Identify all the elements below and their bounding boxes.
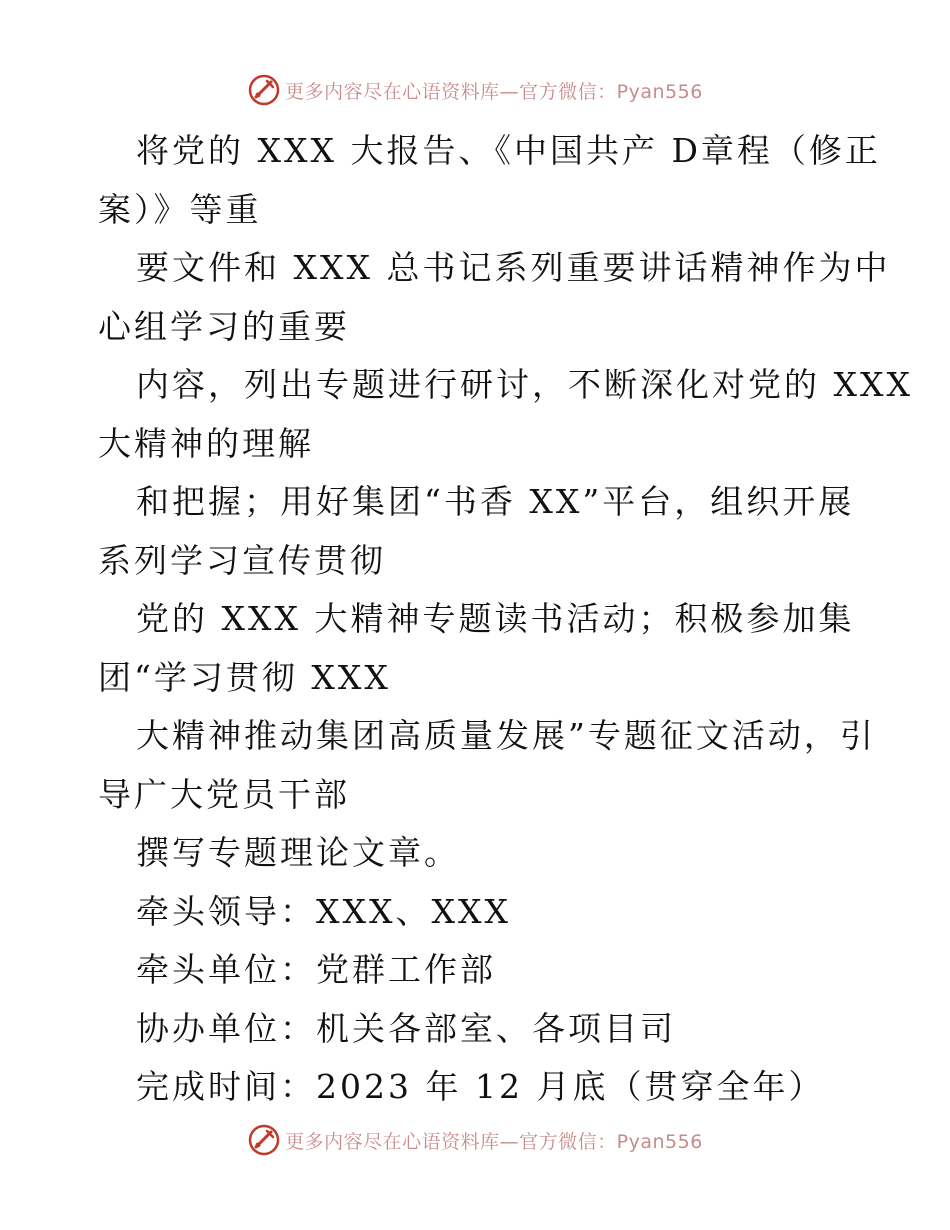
lead-leader-line: 牵头领导：XXX、XXX — [136, 891, 511, 931]
body-line: 心组学习的重要 — [98, 306, 350, 346]
body-line: 大精神推动集团高质量发展”专题征文活动，引 — [136, 716, 876, 755]
assist-unit-line: 协办单位：机关各部室、各项目司 — [136, 1008, 676, 1048]
body-line: 内容，列出专题进行研讨，不断深化对党的 XXX — [136, 365, 913, 404]
body-line: 团“学习贯彻 XXX — [98, 657, 391, 697]
body-line: 案）》等重 — [98, 189, 262, 229]
body-line: 将党的 XXX 大报告、《中国共产 D章程（修正 — [136, 131, 881, 170]
brand-logo-icon — [247, 73, 281, 107]
body-line: 导广大党员干部 — [98, 774, 350, 814]
body-line: 撰写专题理论文章。 — [136, 833, 460, 872]
completion-time-line: 完成时间：2023 年 12 月底（贯穿全年） — [136, 1067, 825, 1106]
body-line: 大精神的理解 — [98, 423, 314, 463]
body-line: 党的 XXX 大精神专题读书活动；积极参加集 — [136, 599, 855, 638]
document-body — [98, 122, 913, 1117]
footer-watermark-text: 更多内容尽在心语资料库—官方微信：Pyan556 — [285, 1130, 703, 1153]
footer-watermark-banner — [0, 1120, 950, 1160]
header-watermark-banner — [0, 70, 950, 110]
lead-unit-line: 牵头单位：党群工作部 — [136, 950, 496, 989]
body-line: 要文件和 XXX 总书记系列重要讲话精神作为中 — [136, 248, 891, 287]
header-watermark-text: 更多内容尽在心语资料库—官方微信：Pyan556 — [285, 80, 703, 103]
brand-logo-icon — [247, 1123, 281, 1157]
body-line: 和把握；用好集团“书香 XX”平台，组织开展 — [136, 482, 855, 521]
body-line: 系列学习宣传贯彻 — [98, 540, 386, 580]
